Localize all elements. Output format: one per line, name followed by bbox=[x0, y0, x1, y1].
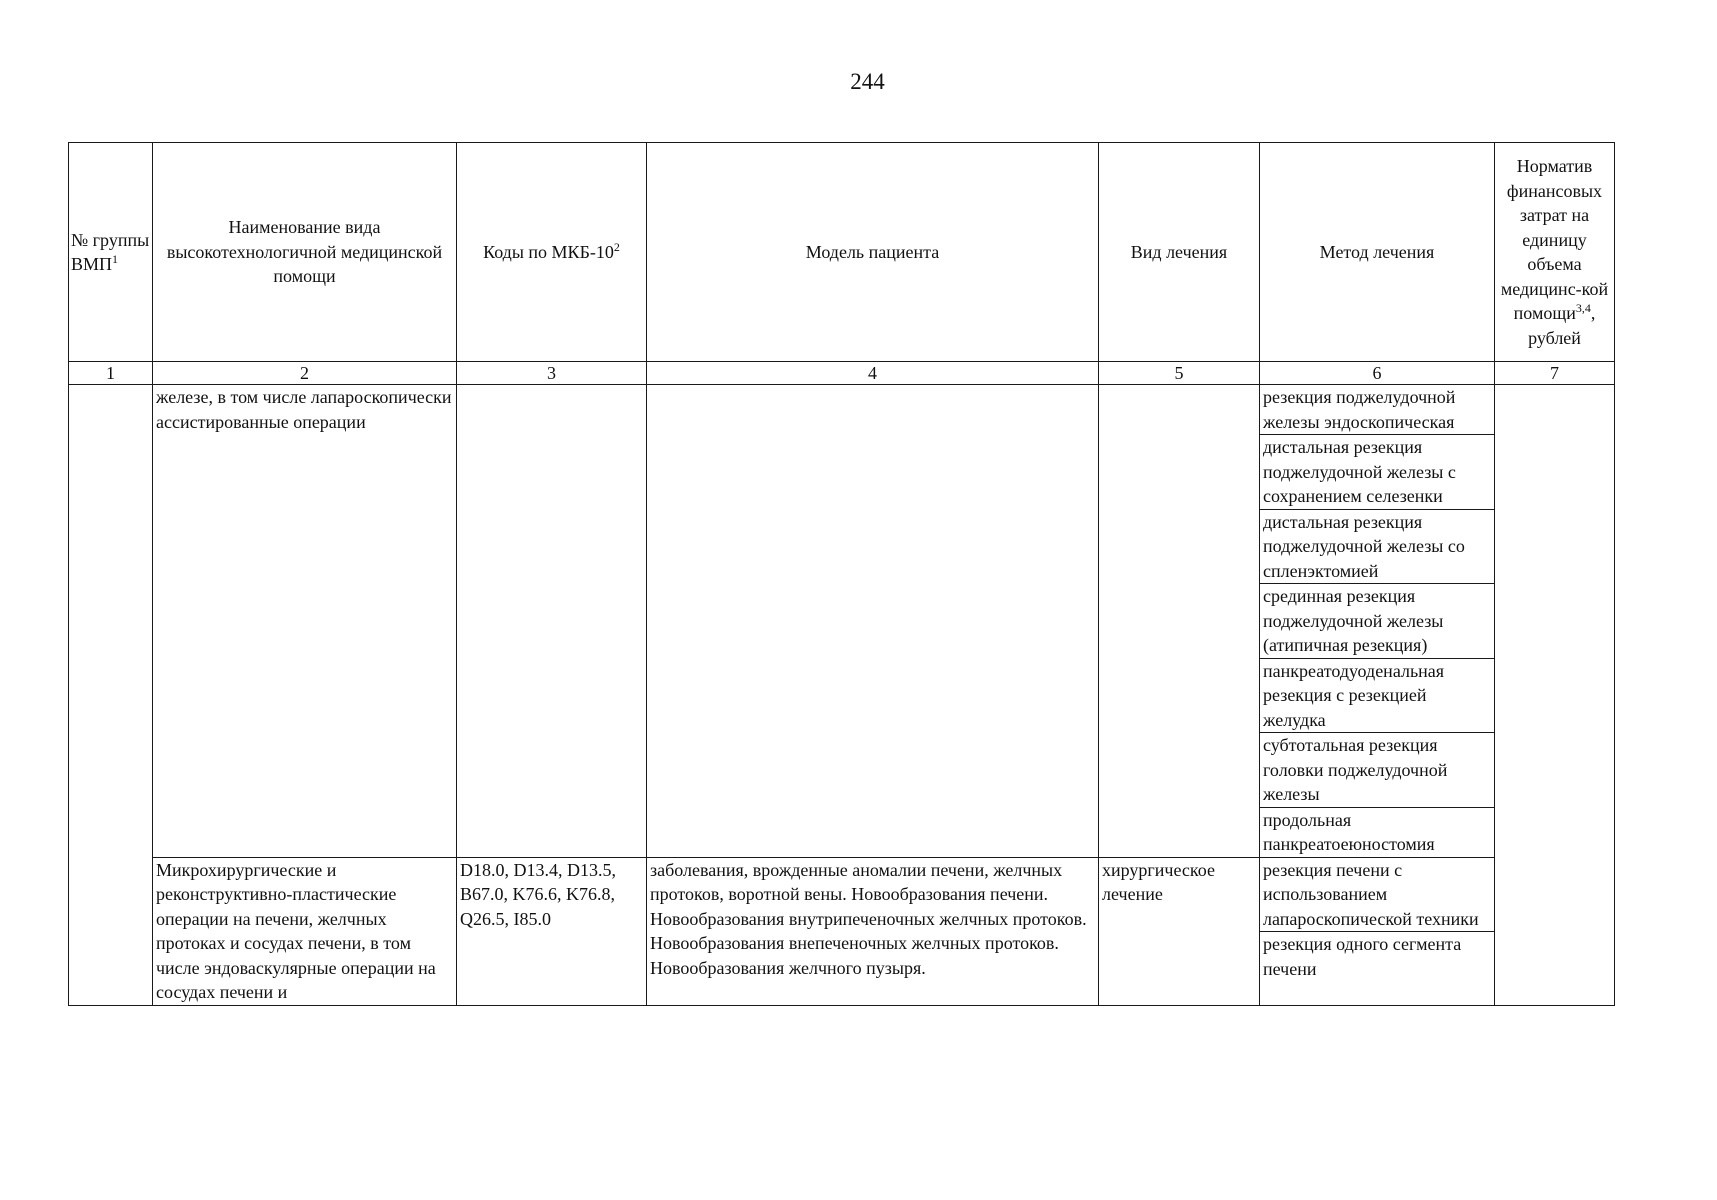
header-care-type-name: Наименование вида высокотехнологичной медицинской помощи bbox=[153, 143, 457, 362]
care-type-name-cell: Микрохирургические и реконструктивно-пластические операции на печени, желчных протоках и сосудах печени, в том числе эндоваскулярные операции на сосудах печени и bbox=[153, 857, 457, 1005]
header-group-number: № группы ВМП$^1$ bbox=[69, 143, 153, 362]
header-patient-model: Модель пациента bbox=[647, 143, 1099, 362]
header-treatment-method: Метод лечения bbox=[1260, 143, 1495, 362]
treatment-type-cell bbox=[1099, 385, 1260, 858]
table-row bbox=[69, 857, 1615, 1005]
treatment-method-item: субтотальная резекция головки поджелудочной железы bbox=[1260, 733, 1494, 808]
header-financial-norm: Норматив финансовых затрат на единицу объема медицинс-кой помощи$^{3,4}$, рублей bbox=[1495, 143, 1615, 362]
icd-codes-cell: D18.0, D13.4, D13.5, B67.0, K76.6, K76.8, Q26.5, I85.0 bbox=[457, 857, 647, 1005]
treatment-method-cell bbox=[1260, 857, 1495, 1005]
icd-codes-cell bbox=[457, 385, 647, 858]
header-treatment-type: Вид лечения bbox=[1099, 143, 1260, 362]
treatment-method-item: резекция печени с использованием лапароскопической техники bbox=[1260, 858, 1494, 933]
column-number-row bbox=[69, 362, 1615, 385]
page-number: 244 bbox=[850, 69, 885, 94]
column-number: 6 bbox=[1260, 362, 1495, 385]
treatment-method-item: дистальная резекция поджелудочной железы с сохранением селезенки bbox=[1260, 435, 1494, 510]
group-number-cell bbox=[69, 385, 153, 1006]
column-number: 2 bbox=[153, 362, 457, 385]
care-type-name-cell: железе, в том числе лапароскопически ассистированные операции bbox=[153, 385, 457, 858]
vmp-table bbox=[68, 142, 1615, 1006]
table-row bbox=[69, 385, 1615, 858]
financial-norm-cell bbox=[1495, 385, 1615, 1006]
column-number: 1 bbox=[69, 362, 153, 385]
treatment-type-cell: хирургическое лечение bbox=[1099, 857, 1260, 1005]
patient-model-cell bbox=[647, 385, 1099, 858]
treatment-method-item: дистальная резекция поджелудочной железы со спленэктомией bbox=[1260, 510, 1494, 585]
column-number: 3 bbox=[457, 362, 647, 385]
header-icd-codes: Коды по МКБ-$10^2$ bbox=[457, 143, 647, 362]
treatment-method-item: срединная резекция поджелудочной железы (атипичная резекция) bbox=[1260, 584, 1494, 659]
column-number: 7 bbox=[1495, 362, 1615, 385]
treatment-method-item: панкреатодуоденальная резекция с резекцией желудка bbox=[1260, 659, 1494, 734]
treatment-method-item: резекция поджелудочной железы эндоскопическая bbox=[1260, 385, 1494, 435]
treatment-method-item: резекция одного сегмента печени bbox=[1263, 934, 1462, 979]
patient-model-cell: заболевания, врожденные аномалии печени, желчных протоков, воротной вены. Новообразования печени. Новообразования внутрипеченочных желчных протоков. Новообразования внепеченочных желчных протоков. Новообразования желчного пузыря. bbox=[647, 857, 1099, 1005]
header-row bbox=[69, 143, 1615, 362]
treatment-method-cell bbox=[1260, 385, 1495, 858]
column-number: 5 bbox=[1099, 362, 1260, 385]
column-number: 4 bbox=[647, 362, 1099, 385]
treatment-method-item: продольная панкреатоеюностомия bbox=[1263, 809, 1435, 854]
